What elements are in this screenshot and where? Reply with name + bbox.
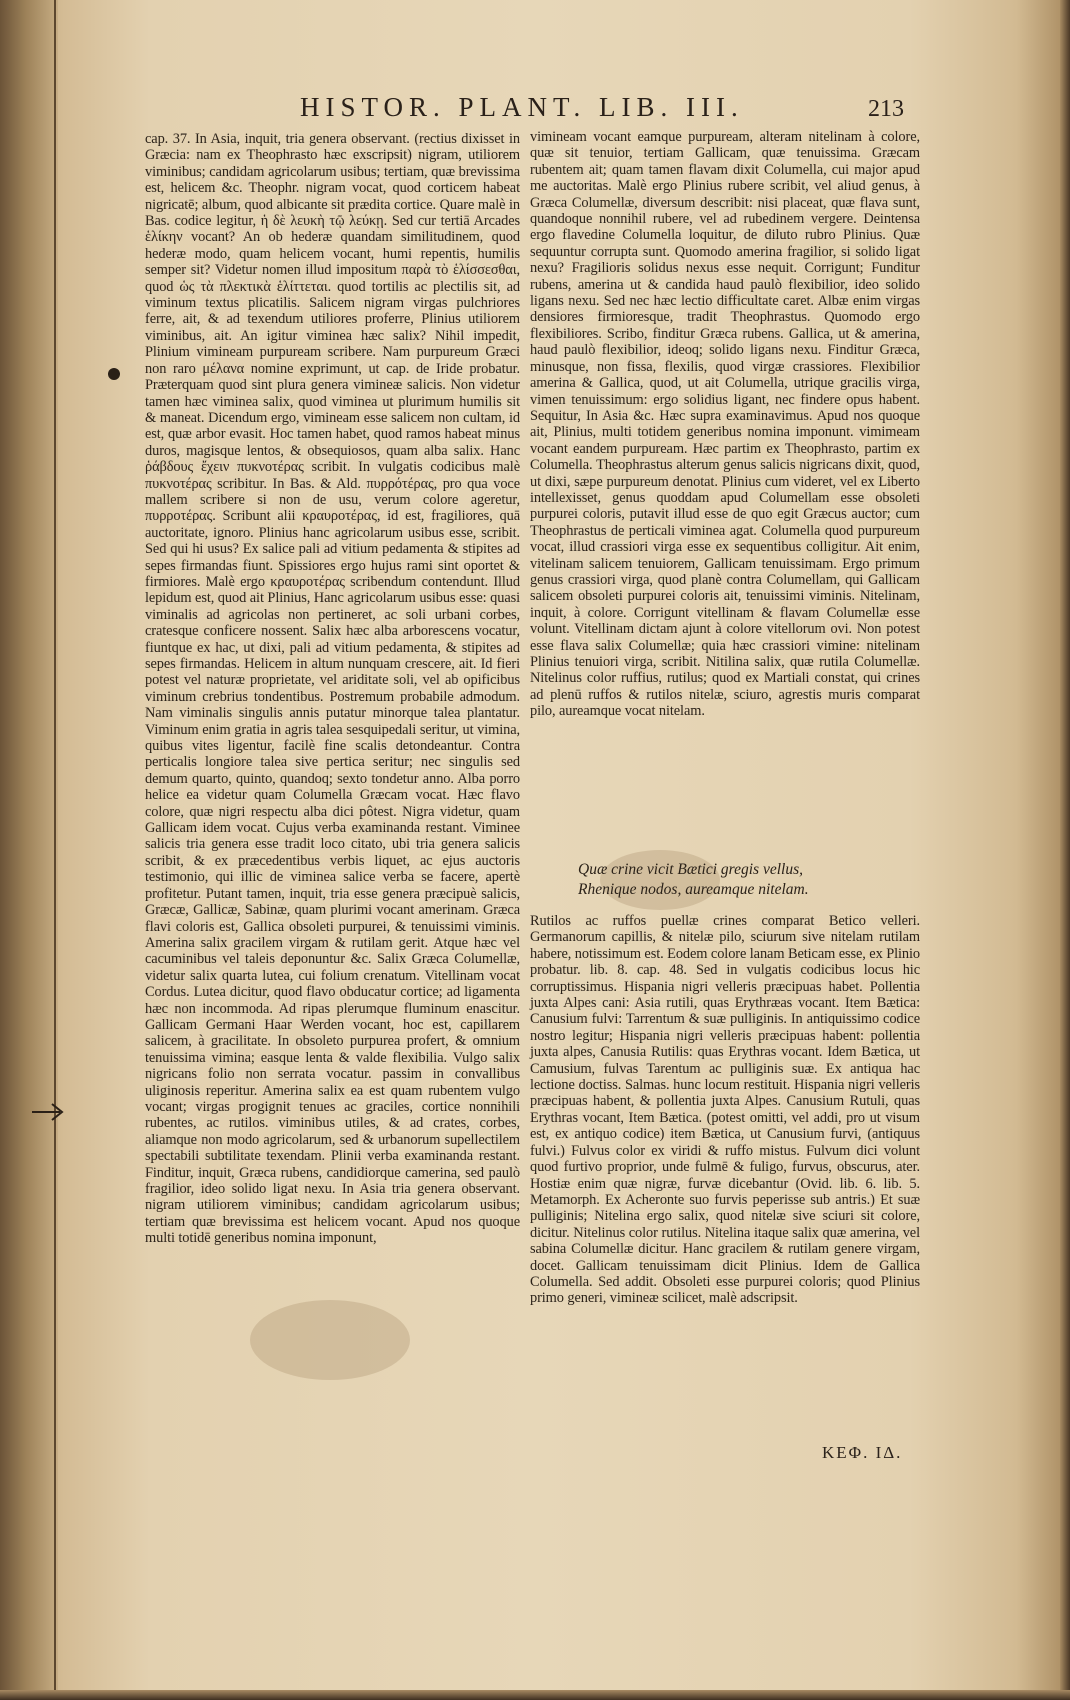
right-column: [530, 129, 920, 720]
right-column-continued-text: Rutilos ac ruffos puellæ crines comparat Betico velleri. Germanorum capillis, & nitelæ pilo, sciurum sive nitelam rutilam habere, notissimum est. Eodem colore lanam Beticam esse, ex Plinio probatur. lib. 8. cap. 48. Sed in vulgatis codicibus locus hic corruptissimus. Hispania nigri velleris præcipuas habet. Pollentia juxta Alpes cani: Asia rutili, quas Erythræas vocant. Item Bætica: Canusium fulvi: Tarrentum & suæ pulliginis. In antiquissimo codice nostro legitur; Hispania nigri velleris præcipuas habent: pollentia juxta alpes, Canusia Rutilis: quas Erythras vocant. Idem Bætica, ut Camusium, fulvas Tarentum ac pulliginis suæ. Ex antiqua hac lectione doctiss. Salmas. hunc locum restituit. Hispania nigri velleris præcipuas habent, & pollentia juxta Alpes. Canusium Rutuli, quas Erythras vocant, Item Bætica. (potest omitti, vel addi, pro ut visum est, ex antiquo codice) item Bætica, ut Canusium furvi, (antiquus fulvi.) Fulvus color ex viridi & ruffo mistus. Fulvum dici volunt quod furtivo proprior, unde fulmē & fuligo, furvus, obscurus, ater. Hostiæ enim quæ nigræ, furvæ dicebantur (Ovid. lib. 6. lib. 5. Metamorph. Ex Acheronte suo furvis peperisse sub antris.) Et suæ pulliginis; Nitelina ergo salix, quod nitelæ sive sciuri sit colore, dicitur. Nitelinus color rutilus. Nitelina itaque salix quæ amerina, vel sabina Columellæ dicitur. Hanc gracilem & rutilam genere virgam, docet. Gallicam tenuissimam dicit Plinius. Idem de Gallica Columella. Sed addit. Obsoleti esse purpurei coloris; quod Plinius primo generi, vimineæ scilicet, malè adscripsit.: [530, 913, 920, 1307]
paper-stain: [250, 1300, 410, 1380]
right-column-text: vimineam vocant eamque purpuream, alteram nitelinam à colore, quæ sit tenuior, tertiam Gallicam, quæ tenuissima. Græcam rubentem ait; quam tamen flavam dixit Columella, cui major apud me auctoritas. Malè ergo Plinius rubere scribit, vel aliud genus, à Græca Columellæ, diversum describit: nisi placeat, quæ flava sunt, quandoque nonnihil rubere, vel ad rubedinem vergere. Deintensa ergo flavedine Columella loquitur, de diluto rubro Plinius. Quæ sequuntur corrupta sunt. Quomodo amerina fragilior, si solido ligat nexu? Fragilioris solidus nexus esse nequit. Corrigunt; Funditur rubens, amerina ut & candida haud paulò flexibilior, ideo solido ligans nexu. Sed nec hæc lectio difficultate caret. Albæ enim virgas densiores firmioresque, tradit Theophrastus. Quomodo ergo flexibiliores. Scribo, finditur Græca rubens. Gallica, ut & amerina, haud paulò flexibilior, ideoq; solido ligans nexu. Finditur Græca, minusque, non fissa, flexilis, quod virgæ crassiores. Flexibilior amerina & Gallica, quod, ut ait Columella, utrique gracilis virga, vimen tenuissimum: ergo solidius ligant, nec findere opus habent. Sequitur, In Asia &c. Hæc supra examinavimus. Apud nos quoque ait, Plinius, multi totidem generibus nomina imponunt. vimimeam vocant eandem purpuream. Hæc partim ex Theophrasto, partim ex Columella. Theophrastus alterum genus salicis nigricans dixit, quod, ut dixi, sæpe purpureum denotat. Plinius cum videret, vel ex Liberto intellexisset, genus quoddam apud Columellam esse obsoleti purpurei coloris, putavit illud esse de quo egit Græcus auctor; cum Theophrastus de perticali viminea agat. Columella quod purpureum vocat, illud crassiori virga esse ex sequentibus colligitur. Ait enim, vitelinam salicem tenuiorem, Gallicam tenuissimam. Ergo primum genus crassiori virga, quod planè contra Columellam, qui Gallicam salicem obsoleti purpurei coloris ait, tenuissimi viminis. Nitelinam, inquit, à colore. Corrigunt vitellinam & flavam Columellæ esse volunt. Vitellinam dictam ajunt à colore vitellorum ovi. Non potest esse flava salix Columellæ; quia hæc crassiori vimine: nitelinam Plinius tenuiori virga, scribit. Nitilina salix, quæ rutila Columellæ. Nitelinus color ruffius, rutilus; quod ex Martiali constat, qui crines ad plenū ruffos & rutilos nitelæ, sciuro, agrestis muris comparat pilo, aureamque vocat nitelam.: [530, 129, 920, 720]
page-edge-bottom: [0, 1690, 1070, 1700]
verse-line-1: Quæ crine vicit Bætici gregis vellus,: [578, 861, 803, 878]
running-title: HISTOR. PLANT. LIB. III.: [300, 92, 744, 122]
page-number: 213: [868, 96, 904, 122]
left-column: [145, 131, 520, 1247]
book-gutter: [0, 0, 58, 1700]
ink-blot: [108, 368, 120, 380]
right-column-continued: [530, 913, 920, 1307]
catchword: ΚΕΦ. ΙΔ.: [822, 1443, 903, 1462]
left-column-text: cap. 37. In Asia, inquit, tria genera observant. (rectius dixisset in Græcia: nam ex Theophrasto hæc exscripsit) nigram, utiliorem viminibus; candidam agricolarum usibus; tertiam, quæ brevissima est, helicem &c. Theophr. nigram vocat, quod corticem habeat nigricatē; album, quod albicante sit prædita cortice. Quare malè in Bas. codice legitur, ἡ δὲ λευκὴ τῷ λεύκῃ. Sed cur tertiā Arcades ἑλίκην vocant? An ob hederæ quandam similitudinem, quod hederæ modo, quam helicem vocant, humi repentis, humilis semper sit? Videtur nomen illud impositum παρὰ τὸ ἑλίσσεσθαι, quod ὡς τὰ πλεκτικὰ ἑλίττεται. quod tortilis ac plectilis sit, ad viminum textus plicatilis. Salicem nigram virgas pulchriores ferre, ait, & ad texendum utiliores proferre, Plinius utiliorem viminibus, ait. An igitur viminea hæc salix? Nihil impedit, Plinium vimineam purpuream scribere. Nam purpureum Græci non raro μέλανα nomine exprimunt, ut cap. de Iride probatur. Præterquam quod sint plura genera vimineæ salicis. Non videtur tamen hæc viminea salix, quod viminea ut plurimum humilis sit & maneat. Dicendum ergo, vimineam esse salicem non cultam, id est, quæ arbor evasit. Hoc tamen habet, quod ramos habeat minus duros, magisque lentos, & obsequiosos, quam alba salix. Hanc ῥάβδους ἔχειν πυκνοτέρας scribit. In vulgatis codicibus malè πυκνοτέρας scribitur. In Bas. & Ald. πυρρότέρας, pro qua voce mallem scribere si non de usu, verum colore ageretur, πυρρoτέρας. Scribunt alii κραυροτέρας, id est, fragiliores, quā auctoritate, ignoro. Plinius hanc agricolarum usibus esse, scribit. Sed qui hi usus? Ex salice pali ad vitium pedamenta & stipites ad sepes firmandas fiunt. Spissiores ergo hujus rami sint oportet & firmiores. Malè ergo κραυροτέρας scribendum contendunt. Illud lepidum est, quod ait Plinius, Hanc agricolarum usibus esse: quasi viminalis ad agricolas non pertineret, ac soli urbani corbes, cratesque conficere nossent. Salix hæc alba arborescens vocatur, fiuntque ex hac, ut dixi, pali ad vitium pedamenta, & stipites ad sepes firmandas. Helicem in altum nunquam crescere, ait. Id fieri potest vel naturæ proprietate, vel ariditate soli, vel ab opificibus viminum crebrius tondentibus. Postremum probabile admodum. Nam viminalis singulis annis putatur minorque talea plantatur. Viminum enim gratia in agris talea sesquipedali seritur, ut vimina, quibus vites ligentur, facilè fine scalis detondeantur. Contra perticalis longiore talea sive pertica seritur; nec singulis sed demum quarto, quinto, quandoq; sexto tondetur anno. Alba porro helice ea videtur quam Columella Græcam vocat. Hæc flavo colore, quæ nigri respectu alba dici pôtest. Nigra videtur, quam Gallicam idem vocat. Cujus verba examinanda restant. Viminee salicis tria genera esse tradit loco citato, ubi tria genera salicis scribit, & ex præcedentibus verbis liquet, ac ejus auctoris testimonio, qui illic de viminea salice verba se facere, apertè profitetur. Putant tamen, inquit, tria esse genera præcipuè salicis, Græcæ, Gallicæ, Sabinæ, quam plurimi vocant amerinam. Græca flavi coloris est, Gallica obsoleti purpurei, & tenuissimi viminis. Amerina salix gracilem virgam & rutilam gerit. Atque hæc vel cacuminibus vel taleis deponuntur &c. Salix Græca Columellæ, videtur salix quarta lutea, cui folium crenatum. Vitellinam vocat Cordus. Lutea dicitur, quod flavo obducatur cortice; ad ligamenta hæc non incommoda. Ad ripas plerumque fluminum enascitur. Gallicam Germani Haar Werden vocant, hoc est, capillarem salicem, à gracilitate. In obsoleto purpurea profert, & omnium tenuissima vimina; easque lenta & valde flexibilia. Vulgo salix nigricans folio non serrata vocatur. passim in convallibus uliginosis reperitur. Amerina salix ea est quam rubentem vulgo vocant; virgas progignit tenues ac graciles, cortice nonnihili rubentes, ac rutilos. viminibus utiles, & ad crates, corbes, aliamque non modo agricolarum, sed & urbanorum supellectilem spectabili subtilitate texendam. Plinii verba examinanda restant. Finditur, inquit, Græca rubens, candidiorque camerina, sed paulò fragilior, ideo solido ligat nexu. In Asia tria genera observant. nigram utiliorem viminibus; candidam agricolarum usibus; tertiam quæ brevissima est helicem vocant. Apud nos quoque multi totidē generibus nomina imponunt,: [145, 131, 520, 1247]
page-edge-right: [1060, 0, 1070, 1700]
verse-quote: [578, 860, 898, 900]
verse-line-2: Rhenique nodos, aureamque nitelam.: [578, 881, 809, 898]
gutter-fold: [54, 0, 56, 1700]
margin-mark-icon: [30, 1099, 70, 1125]
